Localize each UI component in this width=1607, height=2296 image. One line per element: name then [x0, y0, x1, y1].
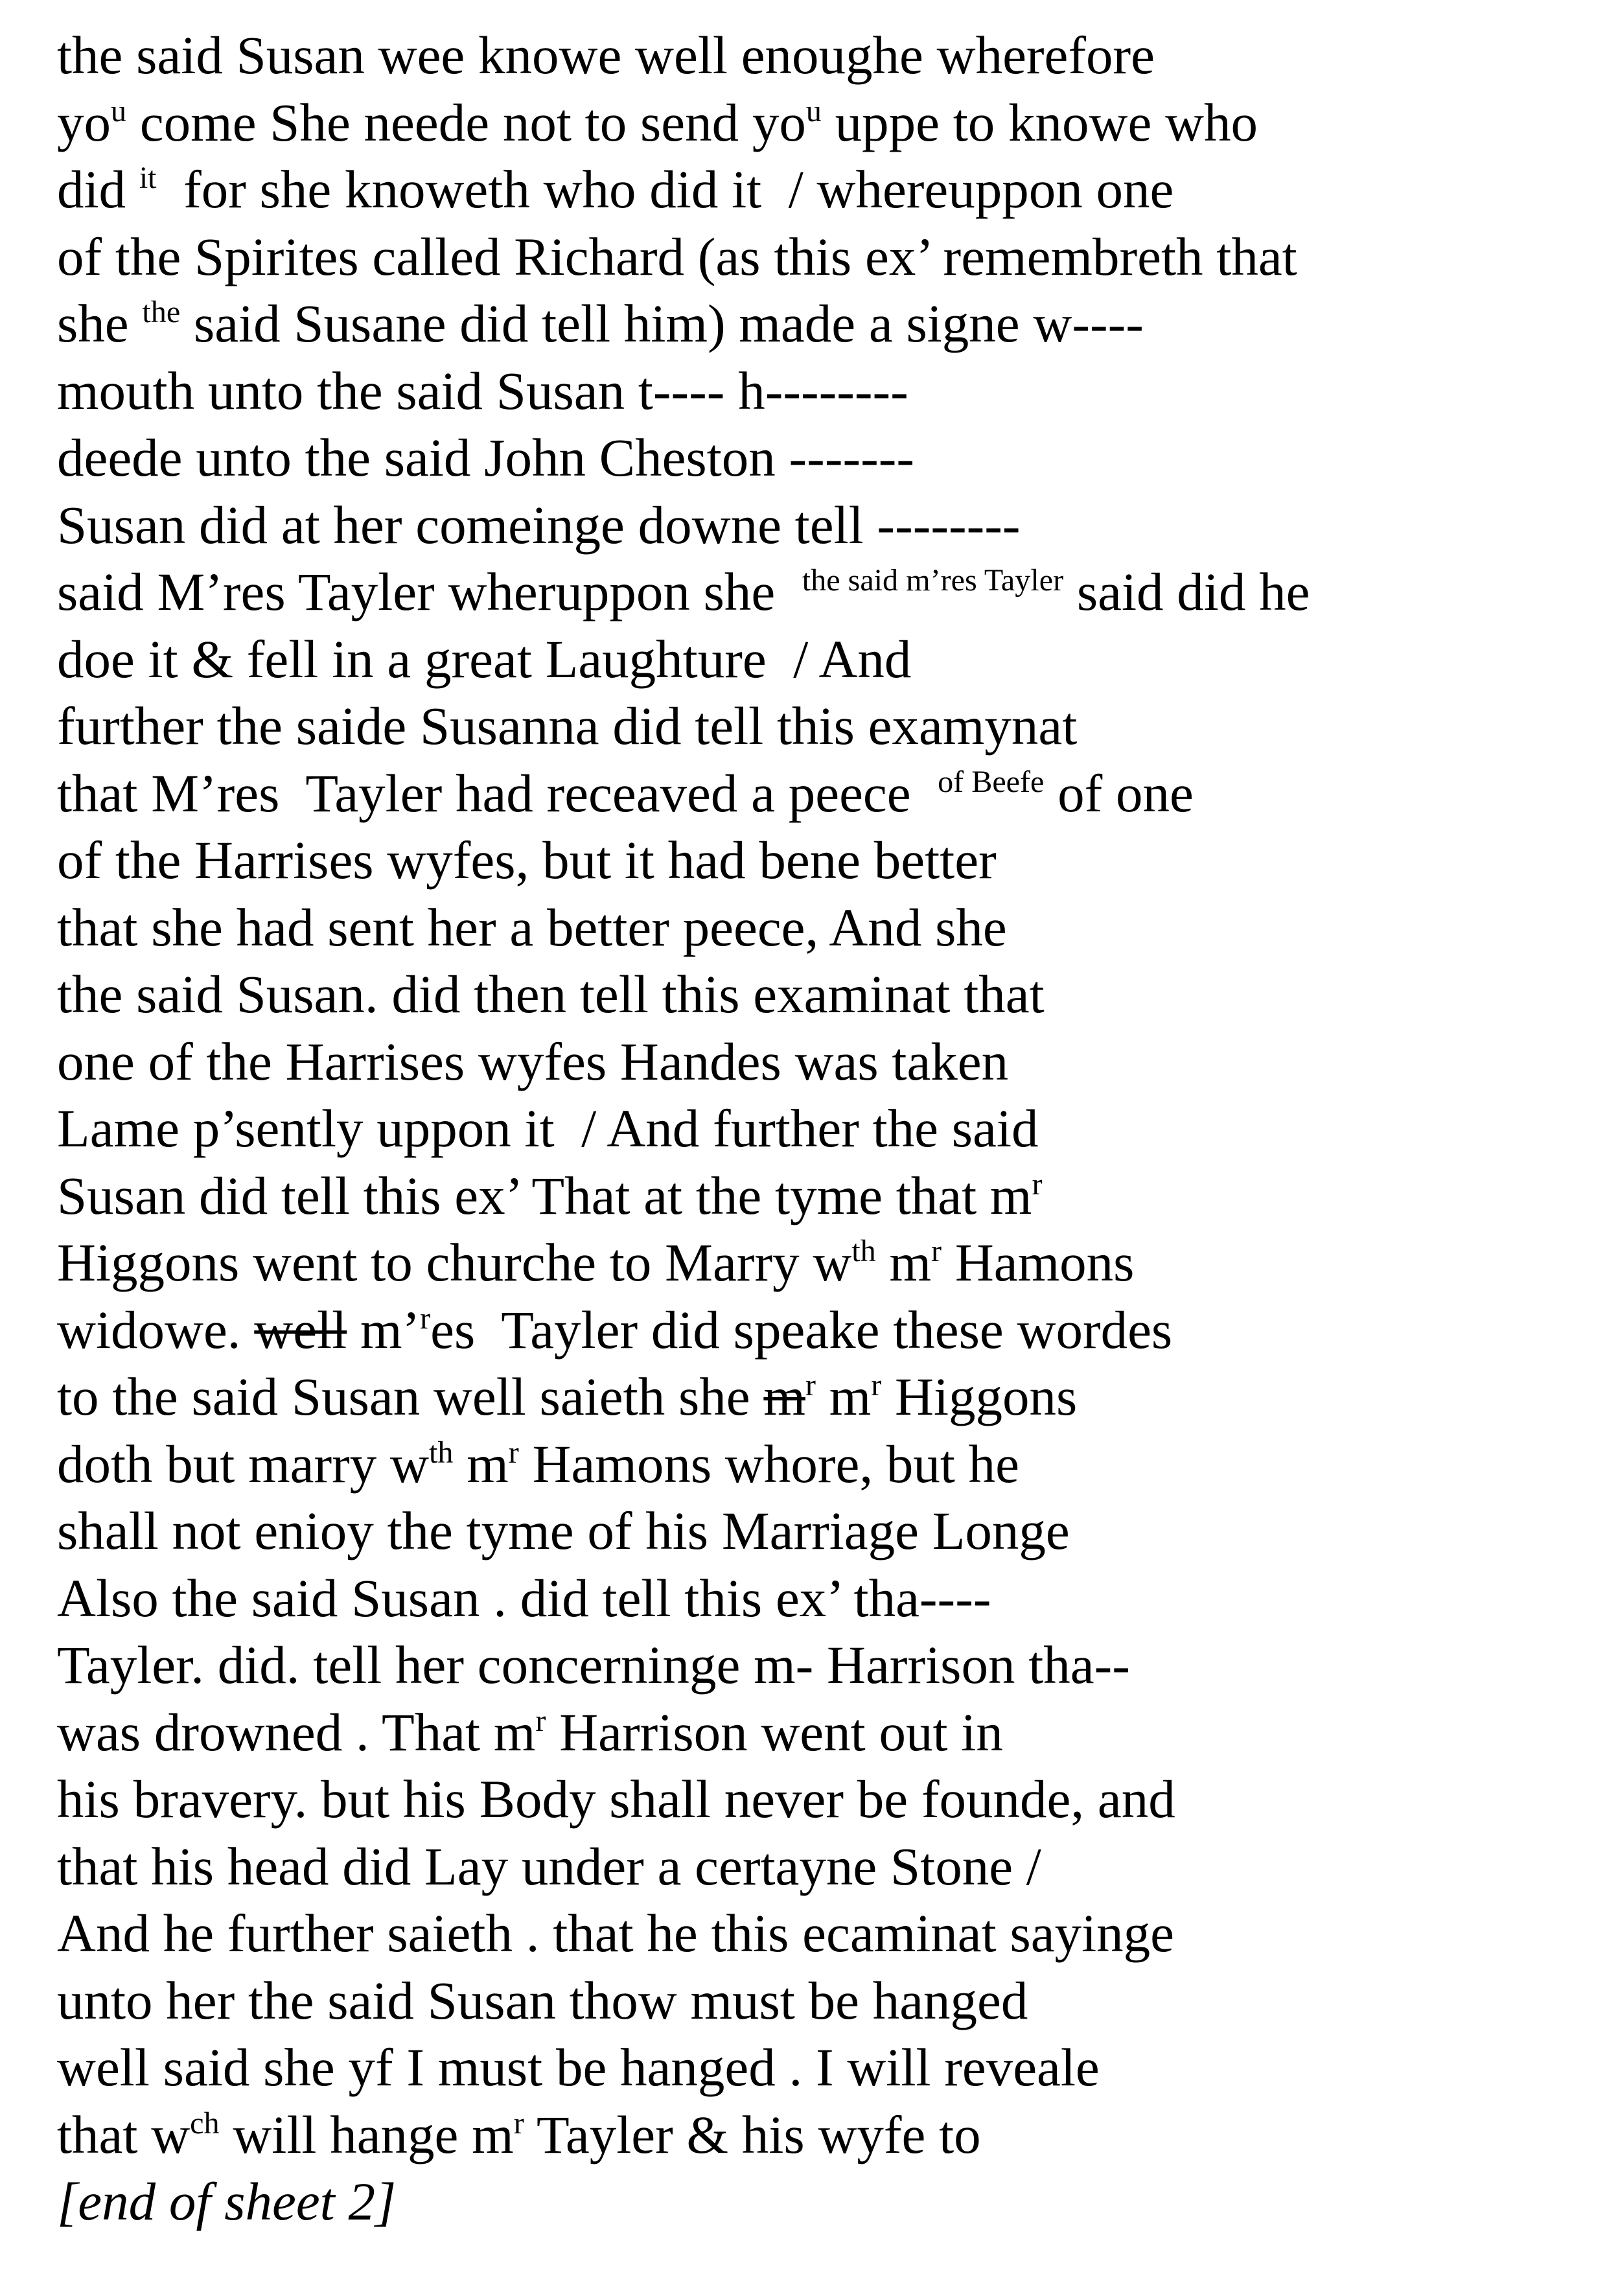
- transcript-line: [57, 156, 1573, 224]
- line-text: the said Susan wee knowe well enoughe wherefore: [57, 25, 1155, 85]
- line-text: Harrison went out in: [546, 1702, 1003, 1762]
- transcript-line: [57, 1297, 1573, 1364]
- superscript-text: r: [420, 1301, 431, 1336]
- line-text: mouth unto the said Susan t---- h--------: [57, 360, 908, 421]
- superscript-text: ch: [190, 2105, 220, 2140]
- line-text: that she had sent her a better peece, And she: [57, 897, 1007, 957]
- transcript-line: [57, 626, 1573, 693]
- line-text: one of the Harrises wyfes Handes was taken: [57, 1031, 1009, 1091]
- transcript-line: [57, 1163, 1573, 1230]
- line-text: well said she yf I must be hanged . I will reveale: [57, 2037, 1100, 2097]
- line-text: further the saide Susanna did tell this examynat: [57, 696, 1078, 756]
- line-text: m’: [347, 1299, 421, 1360]
- line-text: Hamons whore, but he: [518, 1433, 1019, 1494]
- line-text: doe it & fell in a great Laughture / And: [57, 629, 912, 689]
- transcript-line: [57, 1431, 1573, 1498]
- line-text: Susan did at her comeinge downe tell --------: [57, 494, 1021, 555]
- transcript-line: [57, 693, 1573, 760]
- transcript-line: [57, 1699, 1573, 1767]
- line-text: said M’res Tayler wheruppon she: [57, 562, 802, 621]
- transcript-line: [57, 224, 1573, 291]
- transcript-line: [57, 22, 1573, 89]
- transcript-line: [57, 827, 1573, 894]
- transcript-line: [57, 2034, 1573, 2102]
- line-text: es Tayler did speake these wordes: [430, 1299, 1173, 1360]
- transcript-line: [57, 1095, 1573, 1163]
- line-text: Also the said Susan . did tell this ex’ tha----: [57, 1568, 991, 1628]
- line-text: Hamons: [942, 1233, 1135, 1292]
- superscript-text: th: [851, 1234, 876, 1269]
- superscript-text: r: [805, 1368, 816, 1403]
- transcript-line: [57, 1833, 1573, 1901]
- line-text: said did he: [1063, 562, 1310, 621]
- line-text: for she knoweth who did it / whereuppon one: [156, 159, 1174, 219]
- transcript-line: [57, 1766, 1573, 1833]
- line-text: Higgons: [881, 1367, 1078, 1426]
- superscript-text: the said m’res Tayler: [802, 563, 1064, 598]
- line-text: his bravery. but his Body shall never be founde, and: [57, 1769, 1175, 1829]
- line-text: And he further saieth . that he this ecaminat sayinge: [57, 1903, 1174, 1963]
- line-text: was drowned . That m: [57, 1702, 536, 1762]
- superscript-text: r: [931, 1234, 942, 1269]
- line-text: did: [57, 159, 139, 219]
- transcript-line: [57, 424, 1573, 492]
- line-text: the said Susan. did then tell this examinat that: [57, 964, 1045, 1024]
- transcript-line: [57, 760, 1573, 828]
- transcript-line: [57, 89, 1573, 157]
- transcript-line: [57, 1498, 1573, 1565]
- line-text: of one: [1044, 763, 1194, 823]
- transcript-line: [57, 559, 1573, 626]
- line-text: uppe to knowe who: [821, 92, 1258, 152]
- line-text: of the Harrises wyfes, but it had bene better: [57, 830, 997, 890]
- transcript-line: [57, 358, 1573, 425]
- superscript-text: the: [142, 295, 181, 330]
- superscript-text: th: [429, 1435, 454, 1470]
- struck-through-text: well: [254, 1299, 347, 1360]
- superscript-text: it: [139, 161, 157, 196]
- line-text: that M’res Tayler had receaved a peece: [57, 763, 938, 823]
- transcript-line: [57, 2102, 1573, 2169]
- line-text: shall not enioy the tyme of his Marriage Longe: [57, 1501, 1070, 1560]
- transcript-text: [57, 22, 1573, 2236]
- transcript-line: [57, 492, 1573, 559]
- superscript-text: u: [805, 93, 822, 128]
- superscript-text: r: [508, 1435, 519, 1470]
- struck-through-text: m: [763, 1367, 805, 1426]
- transcript-line: [57, 1900, 1573, 1967]
- transcript-line: [57, 1028, 1573, 1096]
- end-of-sheet-note: [end of sheet 2]: [57, 2172, 397, 2231]
- transcript-line: [57, 1632, 1573, 1699]
- line-text: deede unto the said John Cheston -------: [57, 428, 915, 487]
- transcript-line: [57, 1967, 1573, 2035]
- superscript-text: u: [111, 93, 127, 128]
- line-text: m: [875, 1233, 932, 1292]
- superscript-text: r: [1032, 1166, 1043, 1201]
- line-text: m: [815, 1367, 872, 1426]
- superscript-text: r: [513, 2105, 524, 2140]
- line-text: m: [453, 1433, 509, 1494]
- transcript-line: [57, 894, 1573, 962]
- line-text: come She neede not to send yo: [126, 92, 806, 152]
- superscript-text: r: [535, 1703, 546, 1738]
- line-text: widowe.: [57, 1299, 255, 1360]
- line-text: Tayler. did. tell her concerninge m- Harrison tha--: [57, 1635, 1130, 1695]
- transcript-line: [57, 1363, 1573, 1431]
- line-text: unto her the said Susan thow must be hanged: [57, 1970, 1028, 2030]
- line-text: Tayler & his wyfe to: [524, 2104, 981, 2164]
- superscript-text: r: [871, 1368, 882, 1403]
- line-text: to the said Susan well saieth she: [57, 1367, 764, 1426]
- line-text: doth but marry w: [57, 1433, 429, 1494]
- line-text: will hange m: [219, 2104, 514, 2164]
- transcript-line: [57, 1229, 1573, 1297]
- line-text: that his head did Lay under a certayne Stone /: [57, 1836, 1041, 1896]
- transcript-line: [57, 290, 1573, 358]
- line-text: of the Spirites called Richard (as this ex’ remembreth that: [57, 226, 1297, 286]
- line-text: Higgons went to churche to Marry w: [57, 1233, 852, 1292]
- transcript-line: [57, 1565, 1573, 1632]
- line-text: Lame p’sently uppon it / And further the said: [57, 1098, 1039, 1158]
- line-text: she: [57, 294, 143, 353]
- line-text: said Susane did tell him) made a signe w----: [180, 294, 1144, 353]
- line-text: that w: [57, 2104, 191, 2164]
- line-text: Susan did tell this ex’ That at the tyme that m: [57, 1165, 1032, 1225]
- transcript-line: [57, 961, 1573, 1028]
- line-text: yo: [57, 92, 111, 152]
- superscript-text: of Beefe: [938, 764, 1045, 799]
